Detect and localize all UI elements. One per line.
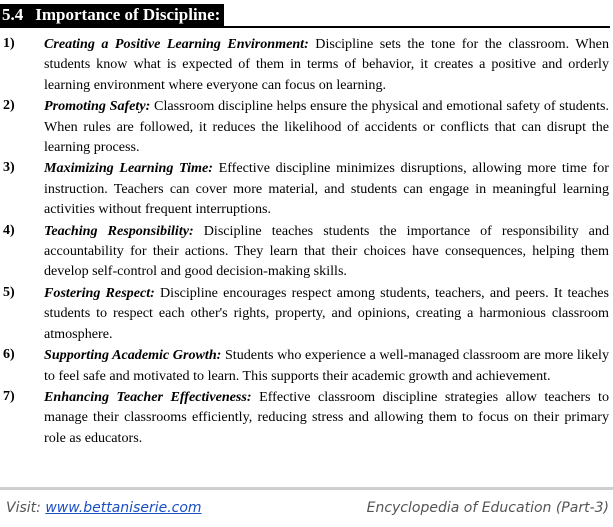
visit-label: Visit: — [6, 500, 46, 516]
item-text: Discipline encourages respect among students, teachers, and peers. It teaches students to respect each other's rights, property, and opinions, creating a harmonious classroom atmosphere. — [44, 284, 609, 342]
item-number: 1) — [3, 36, 15, 51]
item-number: 4) — [3, 222, 15, 238]
item-body — [44, 345, 609, 386]
discipline-list — [0, 34, 609, 449]
list-item — [0, 34, 609, 95]
section-heading-box — [0, 4, 224, 26]
section-heading — [0, 4, 610, 28]
list-item — [0, 387, 609, 448]
item-number: 7) — [3, 388, 15, 404]
item-body — [44, 96, 609, 157]
item-body — [44, 221, 609, 282]
list-item — [0, 221, 609, 282]
section-title: Importance of Discipline: — [35, 5, 221, 24]
item-title: Fostering Respect: — [44, 284, 155, 301]
item-title: Maximizing Learning Time: — [44, 160, 213, 177]
item-text: Effective classroom discipline strategies allow teachers to manage their classrooms efficiently, reducing stress and allowing them to focus on their primary role as educators. — [44, 388, 609, 446]
item-body — [44, 158, 609, 219]
item-title: Enhancing Teacher Effectiveness: — [44, 388, 252, 405]
list-item — [0, 158, 609, 219]
item-body — [44, 387, 609, 448]
item-number: 2) — [3, 98, 15, 114]
item-text: Classroom discipline helps ensure the physical and emotional safety of students. When rules are followed, it reduces the likelihood of accidents or conflicts that can disrupt the learning process. — [44, 98, 610, 156]
list-item — [0, 96, 609, 157]
footer-visit — [6, 500, 202, 516]
item-title: Teaching Responsibility: — [44, 222, 194, 239]
item-title: Creating a Positive Learning Environment: — [44, 36, 309, 52]
item-title: Supporting Academic Growth: — [44, 347, 222, 364]
item-number: 5) — [3, 284, 15, 300]
book-title: Encyclopedia of Education (Part-3) — [366, 500, 609, 516]
list-item — [0, 283, 609, 344]
item-number: 3) — [3, 160, 15, 176]
item-title: Promoting Safety: — [44, 98, 151, 115]
list-item — [0, 345, 609, 386]
item-number: 6) — [3, 347, 15, 363]
item-text: Discipline teaches students the importance of responsibility and accountability for their actions. They learn that their choices have consequences, helping them develop self-control and good decision-making skills. — [44, 222, 610, 280]
item-body — [44, 283, 609, 344]
item-text: Discipline sets the tone for the classroom. When students know what is expected of them in terms of behavior, it creates a positive and orderly learning environment where everyone can focus on learning. — [44, 36, 609, 93]
item-text: Students who experience a well-managed classroom are more likely to feel safe and motivated to learn. This supports their academic growth and achievement. — [44, 347, 609, 384]
item-body — [44, 34, 609, 95]
page-footer — [0, 487, 613, 527]
item-text: Effective discipline minimizes disruptions, allowing more time for instruction. Teachers can cover more material, and students can engage in meaningful learning activities without frequent interruptions. — [44, 160, 609, 218]
website-link[interactable]: www.bettaniserie.com — [45, 500, 202, 516]
section-number: 5.4 — [2, 5, 24, 24]
